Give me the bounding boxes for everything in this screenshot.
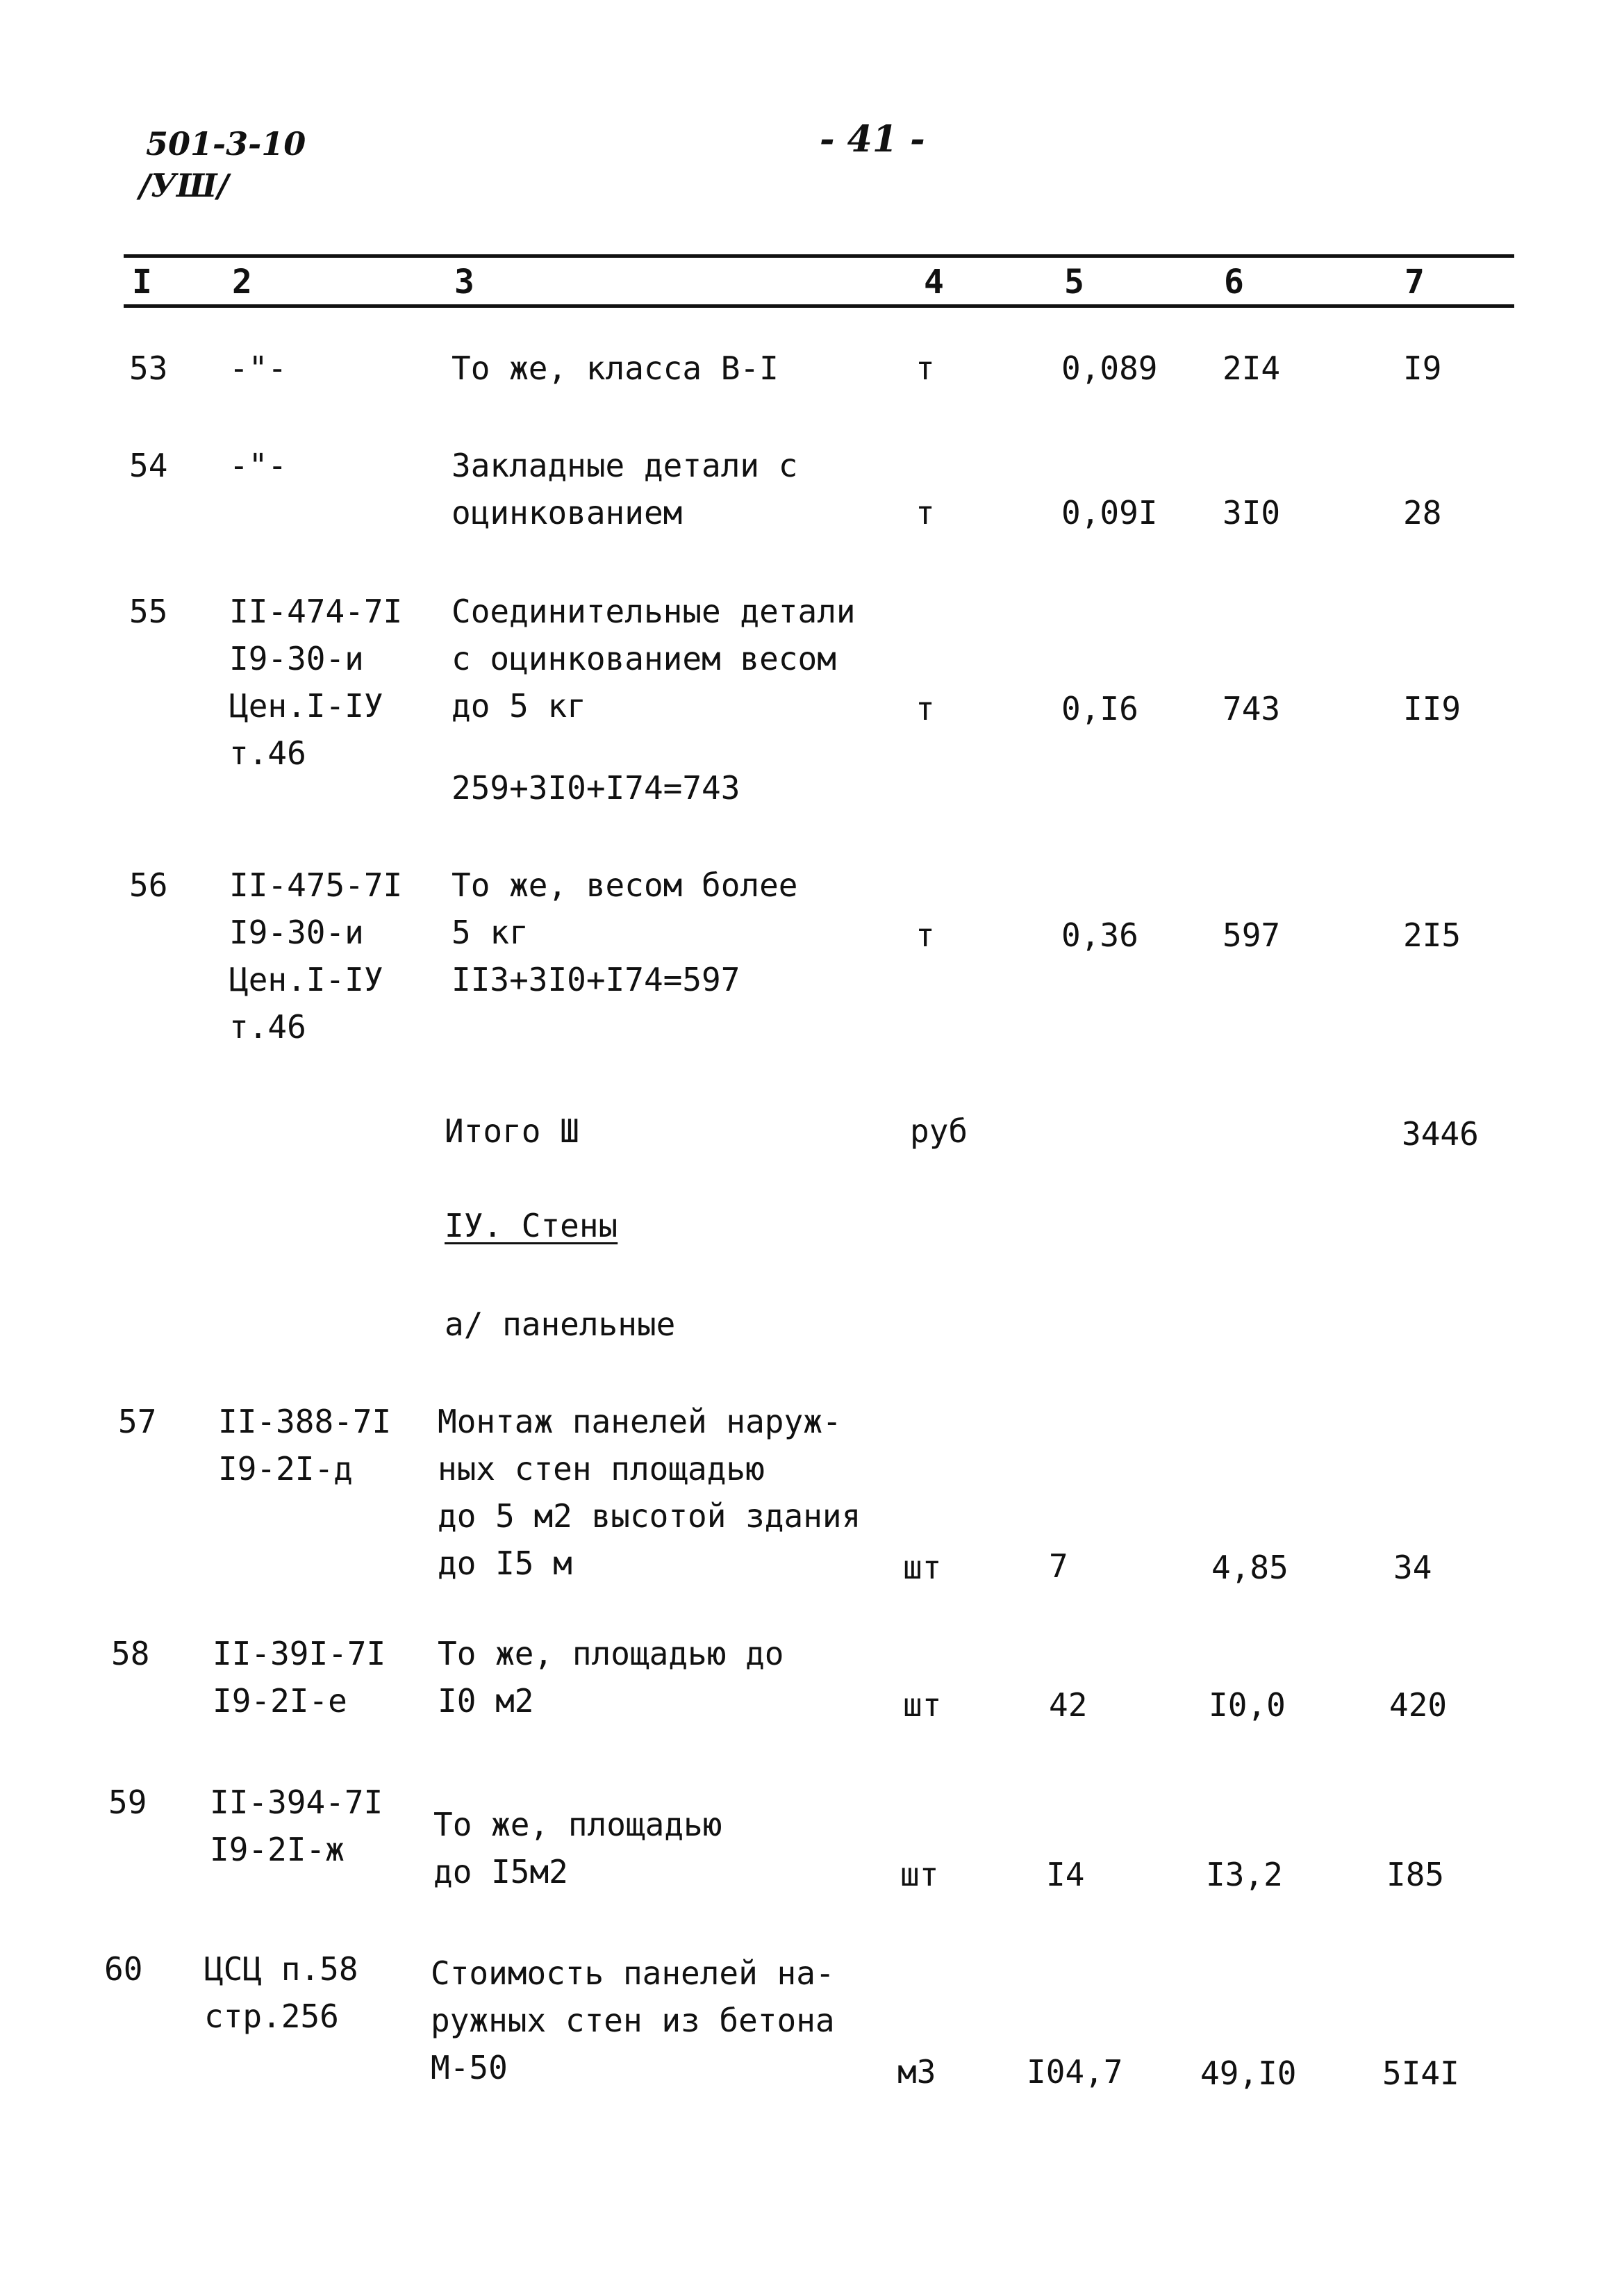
table-top-rule <box>124 254 1514 258</box>
row-total: I9 <box>1403 349 1442 387</box>
row-quantity: 0,089 <box>1061 349 1158 387</box>
row-quantity: I4 <box>1046 1856 1085 1893</box>
row-unit: шт <box>903 1686 942 1724</box>
row-code: II-394-7I <box>210 1784 383 1821</box>
column-header-3: 3 <box>454 263 474 302</box>
row-total: 34 <box>1393 1549 1432 1586</box>
row-description: Стоимость панелей на- <box>431 1954 835 1992</box>
row-quantity: 0,36 <box>1061 916 1138 954</box>
row-unit: т <box>915 494 935 532</box>
row-number: 57 <box>118 1403 157 1440</box>
row-description: То же, площадью <box>433 1806 722 1843</box>
row-code: Цен.I-IУ <box>229 961 383 998</box>
row-code: ЦСЦ п.58 <box>204 1950 358 1988</box>
document-code: 501-3-10 <box>146 125 306 163</box>
row-total: I85 <box>1386 1856 1445 1893</box>
subtotal-label: Итого Ш <box>445 1112 579 1150</box>
row-code: II-475-7I <box>229 866 403 904</box>
row-code: I9-2I-ж <box>210 1831 345 1868</box>
row-description: То же, класса В-I <box>451 349 779 387</box>
section-mark: /УШ/ <box>139 167 229 204</box>
column-header-6: 6 <box>1224 263 1244 302</box>
row-calculation: 259+3I0+I74=743 <box>451 769 740 807</box>
row-description: То же, весом более <box>451 866 798 904</box>
row-total: 5I4I <box>1382 2054 1459 2092</box>
row-code: II-474-7I <box>229 593 403 630</box>
row-code: -"- <box>229 447 288 484</box>
row-total: II9 <box>1403 690 1461 727</box>
row-code: I9-30-и <box>229 914 364 951</box>
row-code: II-388-7I <box>218 1403 392 1440</box>
row-description: Соединительные детали <box>451 593 856 630</box>
row-unit: шт <box>900 1856 939 1893</box>
row-calculation: II3+3I0+I74=597 <box>451 961 740 998</box>
table-header-rule <box>124 304 1514 308</box>
row-code: -"- <box>229 349 288 387</box>
subsection-title: а/ панельные <box>445 1305 676 1343</box>
row-unit: шт <box>903 1549 942 1586</box>
row-code: II-39I-7I <box>213 1635 386 1672</box>
row-description: 5 кг <box>451 914 529 951</box>
row-quantity: I04,7 <box>1027 2053 1123 2091</box>
row-unit: т <box>915 349 935 387</box>
subtotal-total: 3446 <box>1402 1115 1479 1153</box>
row-description: до I5 м <box>438 1544 572 1582</box>
row-description: оцинкованием <box>451 494 683 532</box>
row-number: 59 <box>108 1784 147 1821</box>
row-price: I3,2 <box>1206 1856 1283 1893</box>
subtotal-unit: руб <box>910 1112 968 1150</box>
row-unit: т <box>915 690 935 727</box>
section-title: IУ. Стены <box>445 1207 618 1244</box>
row-total: 28 <box>1403 494 1442 532</box>
row-description: до 5 м2 высотой здания <box>438 1497 861 1535</box>
row-description: до 5 кг <box>451 687 586 725</box>
row-description: с оцинкованием весом <box>451 640 836 677</box>
row-description: Закладные детали с <box>451 447 798 484</box>
row-code: стр.256 <box>204 1997 339 2035</box>
row-code: I9-2I-д <box>218 1450 353 1488</box>
row-description: М-50 <box>431 2049 508 2086</box>
row-total: 420 <box>1389 1686 1448 1724</box>
column-header-4: 4 <box>924 263 944 302</box>
row-price: I0,0 <box>1209 1686 1286 1724</box>
row-number: 56 <box>129 866 168 904</box>
column-header-1: I <box>132 263 152 302</box>
row-price: 49,I0 <box>1200 2054 1297 2092</box>
row-quantity: 42 <box>1049 1686 1088 1724</box>
row-quantity: 7 <box>1049 1547 1068 1585</box>
page-number: - 41 - <box>820 118 925 160</box>
row-code: Цен.I-IУ <box>229 687 383 725</box>
column-header-5: 5 <box>1064 263 1084 302</box>
row-number: 54 <box>129 447 168 484</box>
row-code: т.46 <box>229 1008 306 1046</box>
row-description: То же, площадью до <box>438 1635 784 1672</box>
row-total: 2I5 <box>1403 916 1461 954</box>
column-header-2: 2 <box>232 263 252 302</box>
row-price: 597 <box>1223 916 1281 954</box>
row-description: I0 м2 <box>438 1682 534 1720</box>
row-quantity: 0,I6 <box>1061 690 1138 727</box>
row-number: 53 <box>129 349 168 387</box>
row-number: 55 <box>129 593 168 630</box>
row-price: 2I4 <box>1223 349 1281 387</box>
row-description: ных стен площадью <box>438 1450 765 1488</box>
row-description: до I5м2 <box>433 1853 568 1891</box>
row-quantity: 0,09I <box>1061 494 1158 532</box>
row-description: ружных стен из бетона <box>431 2002 835 2039</box>
row-code: т.46 <box>229 734 306 772</box>
row-code: I9-2I-е <box>213 1682 347 1720</box>
row-number: 58 <box>111 1635 150 1672</box>
column-header-7: 7 <box>1405 263 1425 302</box>
row-description: Монтаж панелей наруж- <box>438 1403 842 1440</box>
row-price: 3I0 <box>1223 494 1281 532</box>
row-price: 743 <box>1223 690 1281 727</box>
row-unit: т <box>915 916 935 954</box>
row-price: 4,85 <box>1211 1549 1289 1586</box>
row-code: I9-30-и <box>229 640 364 677</box>
row-number: 60 <box>104 1950 143 1988</box>
row-unit: м3 <box>897 2053 936 2091</box>
